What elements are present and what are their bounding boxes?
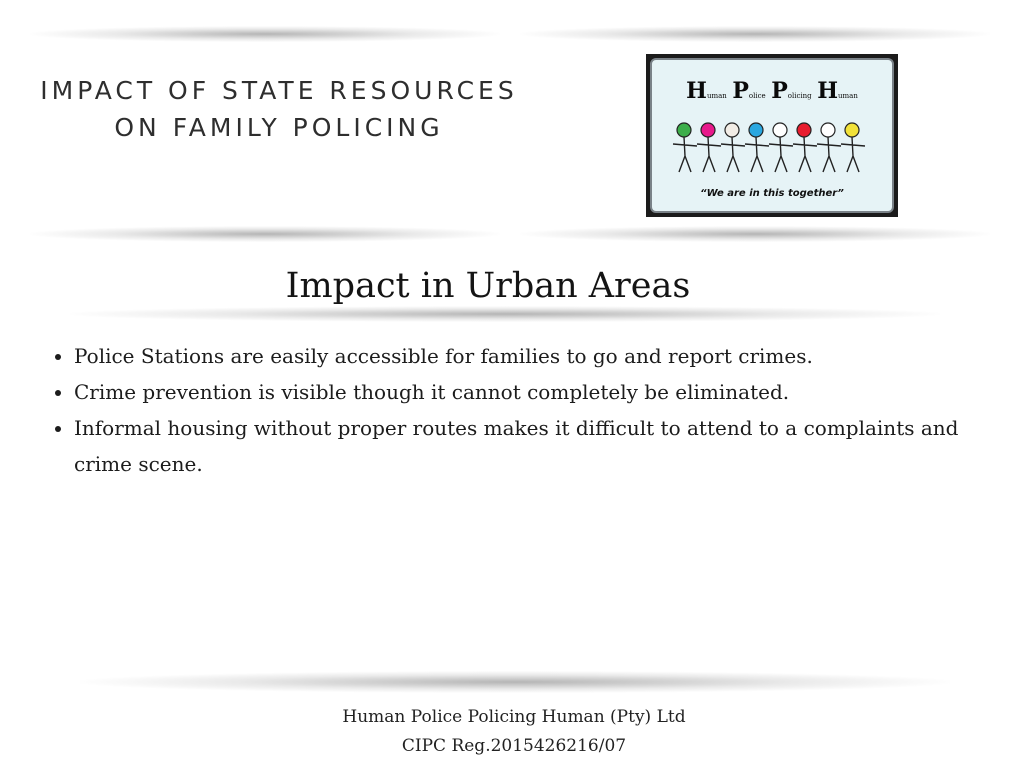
- stick-figure-icon: [697, 123, 721, 172]
- stick-figure-icon: [793, 123, 817, 172]
- footer: [0, 703, 1024, 761]
- bullet-list: [50, 338, 994, 482]
- stick-figure-icon: [841, 123, 865, 172]
- stick-figure-icon: [721, 123, 745, 172]
- footer-shadow: [80, 671, 950, 693]
- stick-figure-icon: [673, 123, 697, 172]
- stick-figures-icon: [672, 120, 872, 180]
- hpph-logo: [646, 54, 898, 217]
- logo-panel: [650, 58, 894, 213]
- section-heading: Impact in Urban Areas: [285, 266, 691, 306]
- stick-figure-icon: [817, 123, 841, 172]
- title-line-2: ON FAMILY POLICING: [114, 113, 444, 142]
- stick-figure-icon: [769, 123, 793, 172]
- registration-number: CIPC Reg.2015426216/07: [401, 736, 627, 756]
- bullet-item: • Police Stations are easily accessible for families to go and report crimes.: [74, 338, 994, 374]
- header-shadow-left: [30, 226, 500, 242]
- top-shadow-right: [520, 26, 990, 42]
- top-shadow-left: [30, 26, 500, 42]
- stick-figure-icon: [745, 123, 769, 172]
- bullet-item: • Crime prevention is visible though it cannot completely be eliminated.: [74, 374, 994, 410]
- bullet-item: • Informal housing without proper routes makes it difficult to attend to a complaints and crime scene.: [74, 410, 994, 482]
- logo-slogan: “We are in this together”: [700, 188, 844, 199]
- logo-wordmark: Human Police Policing Human: [686, 78, 858, 104]
- company-name: Human Police Policing Human (Pty) Ltd: [342, 707, 686, 727]
- document-title: [14, 72, 544, 146]
- heading-shadow: [70, 306, 940, 322]
- header-shadow-right: [520, 226, 990, 242]
- title-line-1: IMPACT OF STATE RESOURCES: [40, 76, 518, 105]
